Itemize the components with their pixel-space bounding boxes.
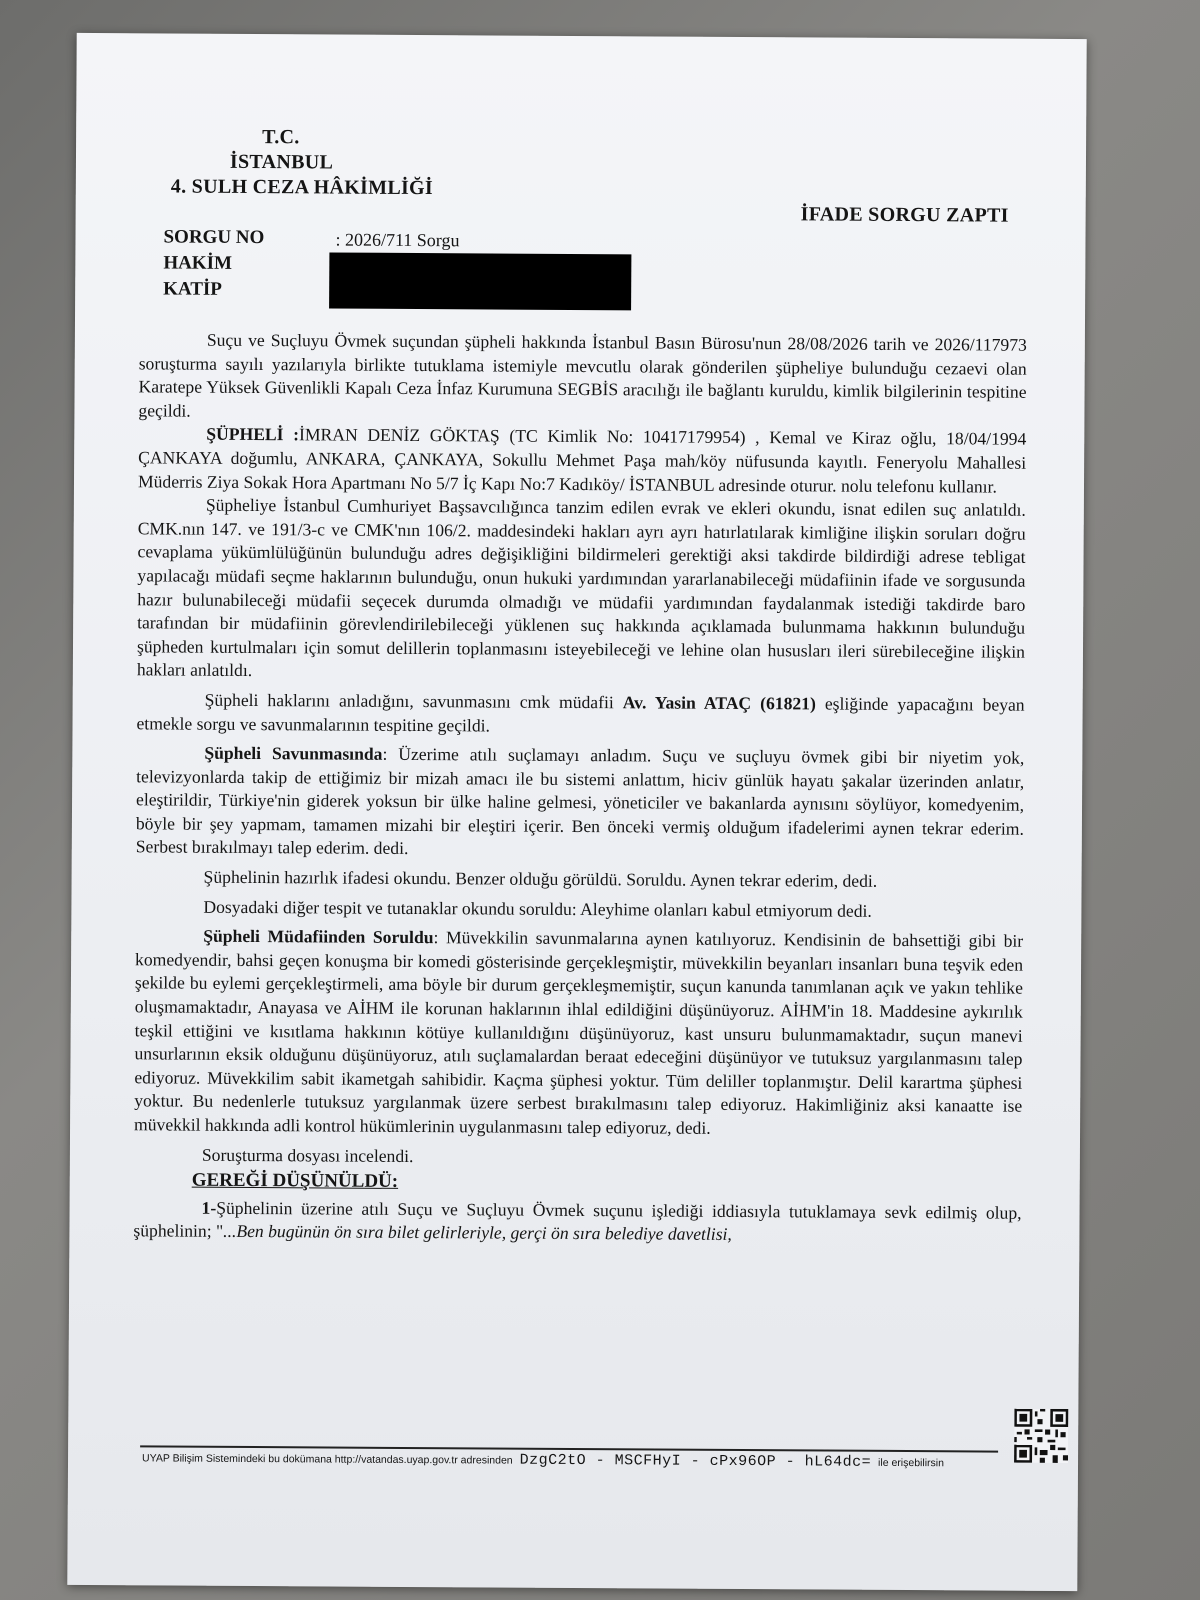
document-body (133, 328, 1027, 1248)
document-title: İFADE SORGU ZAPTI (800, 203, 1009, 227)
lawyer-text-a: Şüpheli haklarını anladığını, savunmasını cmk müdafii (204, 689, 623, 713)
defense-text: : Üzerime atılı suçlamayı anladım. Suçu ve suçluyu övmek gibi bir niyetim yok, televizyonlarda takip de ettiğimiz bir mizah amacı ile bu sistemi anlattım, hiciv günlük hayatı şakalar üzerinden anlatır, eleştirildir, Türkiye'nin giderek yoksun bir ülke haline gelmesi, yöneticiler ve bakanlarda aynısını söylüyor, komedyenim, böyle bir şey yapmam, tamamen mizahi bir eleştiri içerir. Ben önceki vermiş olduğum ifadelerimi aynen tekrar ederim. Serbest bırakılmayı talep ederim. dedi. (135, 743, 1025, 859)
header-court: 4. SULH CEZA HÂKİMLİĞİ (170, 175, 434, 200)
paragraph-records: Dosyadaki diğer tespit ve tutanaklar okundu soruldu: Aleyhime olanları kabul etmiyorum dedi. (203, 896, 872, 921)
lawyer-name: Av. Yasin ATAÇ (61821) (622, 692, 816, 714)
footer-uyap (142, 1449, 944, 1471)
paragraph-counsel (134, 925, 1023, 1143)
paragraph-intro: Suçu ve Suçluyu Övmek suçundan şüpheli hakkında İstanbul Basın Bürosu'nun 28/08/2026 tarih ve 2026/117973 soruşturma sayılı yazılarıyla birlikte tutuklama istemiyle mevcutlu olarak gönderilen şüpheliye bulunduğu cezaevi olan Karatepe Yüksek Güvenlikli Kapalı Ceza İnfaz Kurumuna SEGBİS aracılığı ile bağlantı kuruldu, kimlik bilgilerinin tespitine geçildi. (138, 329, 1027, 421)
footer-access-code: DzgC2tO - MSCFHyI - cPx96OP - hL64dc= (519, 1451, 872, 1471)
paragraph-preparation: Şüphelinin hazırlık ifadesi okundu. Benzer olduğu görüldü. Soruldu. Aynen tekrar ederim, dedi. (203, 866, 878, 891)
suspect-details: İMRAN DENİZ GÖKTAŞ (TC Kimlik No: 10417179954) , Kemal ve Kiraz oğlu, 18/04/1994 ÇANKAYA doğumlu, ANKARA, ÇANKAYA, Sokullu Mehmet Paşa mah/köy nüfusunda kayıtlı. Feneryolu Mahallesi Müderris Ziya Sokak Hora Apartmanı No 5/7 İç Kapı No:7 Kadıköy/ İSTANBUL adresinde oturur. nolu telefonu kullanır. (137, 424, 1027, 497)
section-heading: GEREĞİ DÜŞÜNÜLDÜ: (191, 1169, 399, 1193)
decision-text: Şüphelinin üzerine atılı Suçu ve Suçluyu Övmek suçunu işlediği iddiasıyla tutuklamaya sevk edilmiş olup, şüphelinin; " (133, 1197, 1022, 1242)
counsel-text: : Müvekkilin savunmalarına aynen katılıyoruz. Kendisinin de bahsettiği gibi bir komedyendir, bahsi geçen konuşma bir komedi gösterisinde gerçekleşmiştir, müvekkilin beyanları insanları buna teşvik eden şekilde bu eylemi gerçekleştirmeli, ama böyle bir durum gerçekleşmemiştir, suçun kanunda tanımlanan açık ve yakın tehlike oluşmamaktadır, Anayasa ve AİHM ile korunan haklarının ihlal edildiğini düşünüyoruz. AİHM'in 18. Maddesine aykırılık teşkil ettiğini ve kısıtlama hakkının kötüye kullanıldığını düşünüyoruz, kast unsuru bulunmamaktadır, suçun manevi unsurlarının eksik olduğunu düşünüyoruz, atılı suçlamalardan beraat edeceğini düşünüyor ve tutuksuz yargılanmasını talep ediyoruz. Müvekkilim sabit ikametgah sahibidir. Kaçma şüphesi yoktur. Tüm deliller toplanmıştır. Delil karartma şüphesi yoktur. Bu nedenlerle tutuksuz yargılanmak üzere serbest bırakılmasını talep ediyoruz. Hakimliğiniz aksi kanaatte ise müvekkil hakkında adli kontrol hükümlerinin uygulanmasını talep ediyoruz, dedi. (134, 927, 1024, 1138)
header-city: İSTANBUL (229, 150, 334, 174)
paragraph-suspect (138, 423, 1026, 499)
footer-suffix: ile erişebilirsin (878, 1456, 945, 1470)
document-page (67, 33, 1086, 1591)
paragraph-rights: Şüpheliye İstanbul Cumhuriyet Başsavcılığınca tanzim edilen evrak ve ekleri okundu, isnat edilen suç anlatıldı. CMK.nın 147. ve 191/3-c ve CMK'nın 106/2. maddesindeki hakları ayrı ayrı hatırlatılarak kimliğine ilişkin soruları doğru cevaplama yükümlülüğünün bulunduğu adres değişikliğini bildirmeleri gerektiği aksi takdirde bildirdiği adrese tebligat yapılacağı müdafi seçme haklarının bulunduğu, onun hukuki yardımından yararlanabileceği müdafiinin ifade ve sorgusunda hazır bulunabileceği müdafii seçecek durumda olmadığı ve müdafii yardımından faydalanmak istediği takdirde baro tarafından bir müdafiinin görevlendirilebileceği yüklenen suç hakkında açıklamada bulunmama hakkının bulunduğu şüpheden kurtulmaları için somut delillerin toplanmasını isteyebileceği ve lehine olan hususları ileri sürebileceğine ilişkin hakları anlatıldı. (136, 494, 1026, 681)
paragraph-lawyer (136, 688, 1024, 741)
qr-code-icon (1014, 1409, 1068, 1463)
sorgu-no-label: SORGU NO (163, 226, 265, 249)
sorgu-no-value: : 2026/711 Sorgu (335, 229, 460, 251)
suspect-label: ŞÜPHELİ : (206, 424, 300, 445)
header-tc: T.C. (262, 126, 300, 149)
paragraph-file-reviewed: Soruşturma dosyası incelendi. (201, 1144, 414, 1166)
paragraph-decision-1 (133, 1196, 1021, 1249)
lawyer-text-c: eşliğinde yapacağını beyan etmekle sorgu ve savunmalarının tespitine geçildi. (136, 693, 1025, 735)
footer-prefix: UYAP Bilişim Sistemindeki bu dokümana http://vatandas.uyap.gov.tr adresinden (142, 1452, 513, 1467)
redaction-block (329, 252, 631, 310)
counsel-label: Şüpheli Müdafiinden Soruldu (203, 925, 434, 948)
defense-label: Şüpheli Savunmasında (204, 742, 383, 764)
katip-label: KATİP (163, 278, 223, 300)
paragraph-defense (136, 741, 1025, 864)
hakim-label: HAKİM (163, 252, 233, 274)
decision-quote: ...Ben bugünün ön sıra bilet gelirleriyle, gerçi ön sıra belediye davetlisi, (223, 1221, 732, 1245)
decision-number: 1- (201, 1197, 217, 1218)
